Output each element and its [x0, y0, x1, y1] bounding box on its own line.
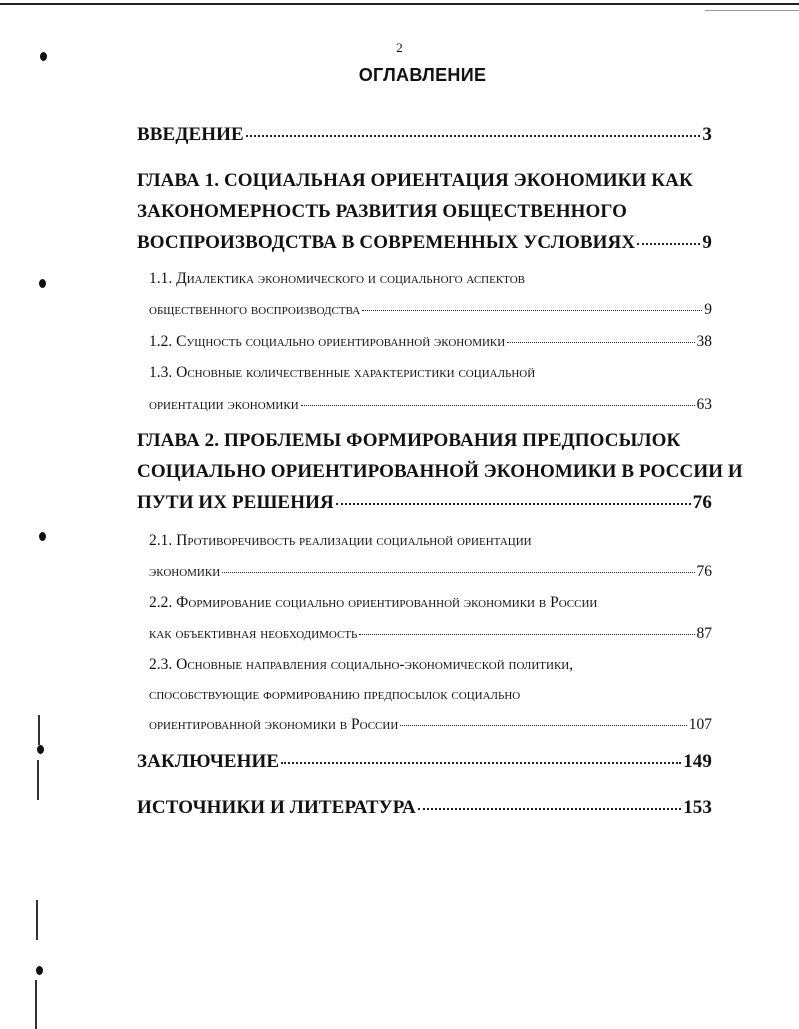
toc-entry-page: 76: [696, 563, 712, 580]
dot-leader: [507, 341, 694, 343]
toc-entry-conclusion[interactable]: [137, 751, 712, 773]
toc-entry-bibliography[interactable]: [137, 797, 712, 819]
binder-edge-mark: [37, 760, 39, 800]
binder-edge-mark: [36, 900, 38, 940]
dot-leader: [637, 242, 700, 245]
toc-entry-section-2-3-line[interactable]: [149, 716, 712, 734]
dot-leader: [281, 761, 681, 764]
toc-entry-title: экономики: [149, 563, 221, 580]
dot-leader: [359, 633, 694, 635]
dot-leader: [222, 571, 694, 573]
toc-entry-section-2-1-line[interactable]: [149, 563, 712, 581]
dot-leader: [400, 724, 686, 726]
toc-entry-chapter-1-line[interactable]: [137, 232, 712, 254]
toc-entry-page: 76: [692, 492, 712, 513]
toc-entry-page: 87: [696, 625, 712, 642]
toc-entry-section-2-2-line[interactable]: [149, 625, 712, 643]
toc-entry-title: 1.1. Диалектика экономического и социального аспектов: [149, 270, 526, 287]
toc-entry-title: ЗАКЛЮЧЕНИЕ: [137, 751, 280, 772]
toc-entry-section-2-2-line[interactable]: [149, 594, 597, 612]
binder-edge-mark: [38, 715, 40, 745]
toc-entry-section-2-3-line[interactable]: [149, 686, 520, 704]
page-number: 2: [396, 40, 403, 55]
dot-leader: [418, 807, 681, 810]
toc-entry-title: ВВЕДЕНИЕ: [137, 124, 244, 145]
binder-edge-mark: [35, 980, 37, 1029]
toc-entry-title: 2.1. Противоречивость реализации социальной ориентации: [149, 532, 532, 549]
toc-entry-chapter-1-line[interactable]: [137, 201, 627, 223]
toc-entry-section-1-1-line[interactable]: [149, 301, 712, 319]
toc-entry-page: 9: [704, 301, 712, 318]
toc-entry-page: 3: [702, 124, 712, 145]
toc-entry-title: ориентированной экономики в России: [149, 716, 399, 733]
scan-border-line: [0, 3, 799, 5]
dot-leader: [246, 134, 701, 137]
toc-entry-page: 107: [688, 716, 712, 733]
dot-leader: [336, 502, 691, 505]
toc-entry-page: 149: [683, 751, 712, 772]
toc-entry-title: ГЛАВА 1. СОЦИАЛЬНАЯ ОРИЕНТАЦИЯ ЭКОНОМИКИ КАК: [137, 170, 693, 191]
toc-entry-title: общественного воспроизводства: [149, 301, 361, 318]
toc-entry-page: 63: [696, 396, 712, 413]
toc-entry-title: ВОСПРОИЗВОДСТВА В СОВРЕМЕННЫХ УСЛОВИЯХ: [137, 232, 636, 253]
toc-entry-title: ИСТОЧНИКИ И ЛИТЕРАТУРА: [137, 797, 416, 818]
toc-entry-introduction[interactable]: [137, 124, 712, 146]
toc-entry-title: способствующие формированию предпосылок социально: [149, 686, 521, 703]
dot-leader: [362, 309, 702, 311]
toc-entry-title: 2.2. Формирование социально ориентированной экономики в России: [149, 594, 598, 611]
toc-entry-title: СОЦИАЛЬНО ОРИЕНТИРОВАННОЙ ЭКОНОМИКИ В РОССИИ И: [137, 461, 743, 482]
binder-hole-mark: [37, 745, 44, 754]
toc-entry-section-1-1-line[interactable]: [149, 270, 525, 288]
scan-border-line: [705, 10, 799, 11]
toc-entry-chapter-2-line[interactable]: [137, 461, 743, 483]
binder-hole-mark: [39, 279, 46, 288]
toc-entry-chapter-1-line[interactable]: [137, 170, 693, 192]
toc-entry-title: 1.3. Основные количественные характеристики социальной: [149, 364, 536, 381]
toc-entry-section-2-1-line[interactable]: [149, 532, 532, 550]
toc-entry-title: 2.3. Основные направления социально-экономической политики,: [149, 656, 574, 673]
toc-entry-title: как объективная необходимость: [149, 625, 358, 642]
toc-entry-chapter-2-line[interactable]: [137, 430, 680, 452]
toc-title: ОГЛАВЛЕНИЕ: [358, 65, 487, 85]
toc-entry-page: 153: [683, 797, 712, 818]
toc-entry-title: ЗАКОНОМЕРНОСТЬ РАЗВИТИЯ ОБЩЕСТВЕННОГО: [137, 201, 627, 222]
binder-hole-mark: [39, 532, 46, 541]
toc-entry-section-1-3-line[interactable]: [149, 396, 712, 414]
toc-entry-title: 1.2. Сущность социально ориентированной экономики: [149, 333, 506, 350]
dot-leader: [301, 404, 695, 406]
toc-entry-page: 9: [702, 232, 712, 253]
toc-entry-title: ПУТИ ИХ РЕШЕНИЯ: [137, 492, 334, 513]
toc-entry-section-1-3-line[interactable]: [149, 364, 535, 382]
toc-entry-title: ГЛАВА 2. ПРОБЛЕМЫ ФОРМИРОВАНИЯ ПРЕДПОСЫЛОК: [137, 430, 681, 451]
toc-entry-page: 38: [696, 333, 712, 350]
toc-entry-section-2-3-line[interactable]: [149, 656, 573, 674]
toc-entry-title: ориентации экономики: [149, 396, 299, 413]
toc-entry-section-1-2[interactable]: [149, 333, 712, 351]
binder-hole-mark: [36, 966, 43, 975]
toc-entry-chapter-2-line[interactable]: [137, 492, 712, 514]
